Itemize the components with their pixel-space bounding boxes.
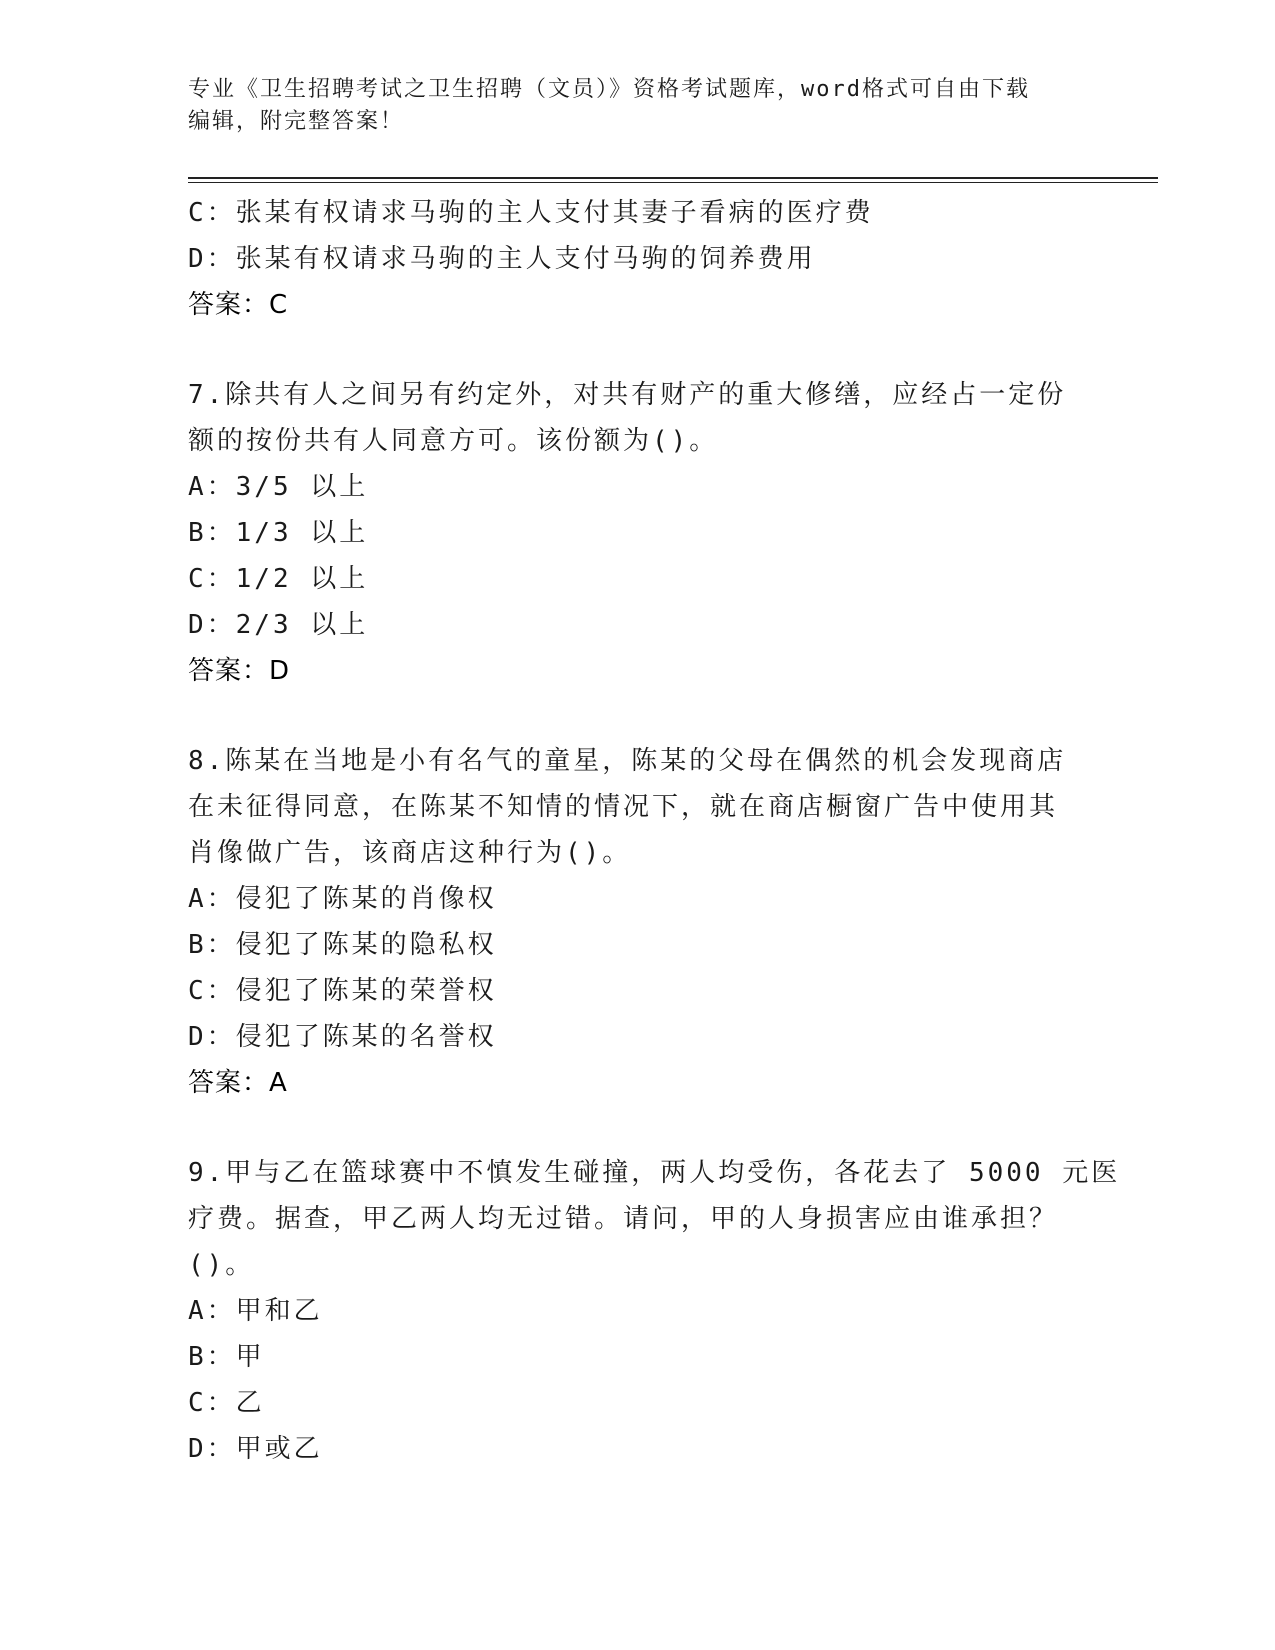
- answer-label: 答案：A: [188, 1068, 288, 1098]
- option-a: A：侵犯了陈某的肖像权: [188, 884, 497, 914]
- header-divider-thin: [188, 182, 1158, 183]
- option-d: D：甲或乙: [188, 1434, 323, 1464]
- document-header: [188, 74, 1088, 138]
- option-b: B：1/3 以上: [188, 518, 369, 548]
- option-c: C：乙: [188, 1388, 265, 1418]
- option-d: D：张某有权请求马驹的主人支付马驹的饲养费用: [188, 244, 816, 274]
- option-a: A：甲和乙: [188, 1296, 323, 1326]
- spacer: [188, 328, 1108, 372]
- question-stem: 疗费。据查，甲乙两人均无过错。请问，甲的人身损害应由谁承担？: [188, 1204, 1059, 1234]
- option-c: C：侵犯了陈某的荣誉权: [188, 976, 497, 1006]
- answer-label: 答案：D: [188, 656, 291, 686]
- option-b: B：甲: [188, 1342, 265, 1372]
- question-stem: 额的按份共有人同意方可。该份额为()。: [188, 426, 719, 456]
- question-stem: 在未征得同意，在陈某不知情的情况下，就在商店橱窗广告中使用其: [188, 792, 1059, 822]
- question-7: [188, 372, 1108, 694]
- spacer: [188, 1106, 1108, 1150]
- question-6-continued: [188, 190, 1108, 328]
- header-line-1: 专业《卫生招聘考试之卫生招聘（文员）》资格考试题库，word格式可自由下载: [188, 77, 1030, 102]
- question-stem: 8.陈某在当地是小有名气的童星，陈某的父母在偶然的机会发现商店: [188, 746, 1067, 776]
- header-divider-thick: [188, 177, 1158, 179]
- header-line-2: 编辑，附完整答案！: [188, 109, 405, 134]
- option-b: B：侵犯了陈某的隐私权: [188, 930, 497, 960]
- question-stem: 9.甲与乙在篮球赛中不慎发生碰撞，两人均受伤，各花去了 5000 元医: [188, 1158, 1121, 1188]
- spacer: [188, 694, 1108, 738]
- answer-label: 答案：C: [188, 290, 289, 320]
- question-stem: 7.除共有人之间另有约定外，对共有财产的重大修缮，应经占一定份: [188, 380, 1067, 410]
- option-a: A：3/5 以上: [188, 472, 369, 502]
- option-c: C：张某有权请求马驹的主人支付其妻子看病的医疗费: [188, 198, 874, 228]
- option-c: C：1/2 以上: [188, 564, 369, 594]
- question-stem: ()。: [188, 1250, 255, 1280]
- document-body: [188, 190, 1121, 1472]
- question-9: [188, 1150, 1121, 1472]
- question-stem: 肖像做广告，该商店这种行为()。: [188, 838, 632, 868]
- question-8: [188, 738, 1108, 1106]
- option-d: D：2/3 以上: [188, 610, 369, 640]
- option-d: D：侵犯了陈某的名誉权: [188, 1022, 497, 1052]
